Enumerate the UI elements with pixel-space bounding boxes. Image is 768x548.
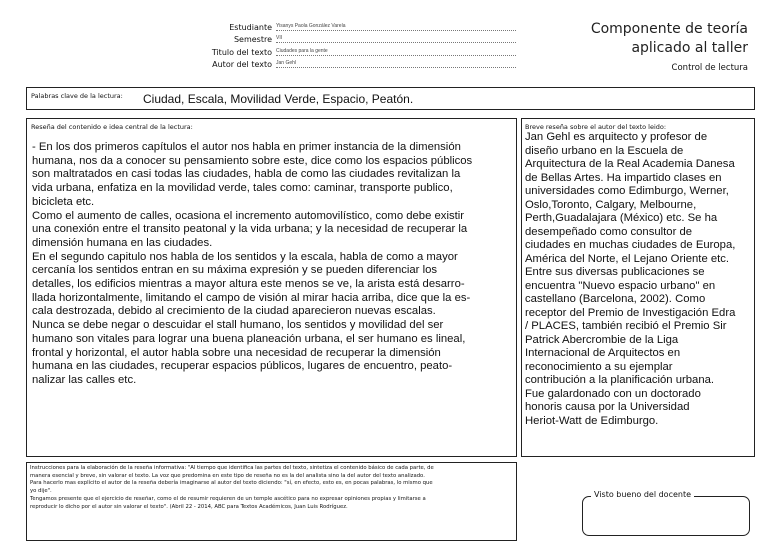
- form-title: [591, 20, 748, 73]
- keywords-label: Palabras clave de la lectura:: [31, 92, 123, 100]
- text-author-value: Jan Gehl: [276, 59, 516, 68]
- approval-box[interactable]: [582, 490, 750, 536]
- author-text: Jan Gehl es arquitecto y profesor de diseño urbano en la Escuela de Arquitectura de la Real Academia Danesa de Bellas Artes. Ha impartido clases en universidades como Edimburgo, Werner, Oslo,Toronto, Calgary, Melbourne, Perth,Guadalajara (México) etc. Se ha desempeñado como consultor de ciudades en muchas ciudades de Europa, América del Norte, el Lejano Oriente etc. Entre sus diversas publicaciones se encuentra "Nuevo espacio urbano" en castellano (Barcelona, 2002). Como receptor del Premio de Investigación Edra / PLACES, también recibió el Premio Sir Patrick Abercrombie de la Liga Internacional de Arquitectos en reconocimiento a su ejemplar contribución a la planificación urbana. Fue galardonado con un doctorado honoris causa por la Universidad Heriot-Watt de Edimburgo.: [525, 131, 736, 427]
- student-value: Yisanys Paola González Varela: [276, 22, 516, 31]
- author-box: [521, 118, 755, 457]
- text-title-value: Ciudades para la gente: [276, 47, 516, 56]
- student-label: Estudiante: [229, 23, 272, 32]
- title-line-2: aplicado al taller: [631, 40, 748, 56]
- review-label: Reseña del contenido e idea central de la lectura:: [31, 123, 193, 131]
- semester-label: Semestre: [233, 35, 272, 44]
- instructions-text: Instrucciones para la elaboración de la reseña informativa: "Al tiempo que identifica las partes del texto, sintetiza el contenido básico de cada parte, de manera esencial y breve, sin valorar el texto. La voz que predomina en este tipo de reseña no es la del analista sino la del autor del texto analizado. Para hacerlo mas explícito el autor de la reseña debería imaginarse al autor del texto diciendo: "sí, en efecto, esto es, en pocas palabras, lo mismo que yo dije". Tengamos presente que el ejercicio de reseñar, como el de resumir requieren de un temple ascético para no expresar opiniones propias y limitarse a reproducir lo dicho por el autor sin valorar el texto". (Abril 22 - 2014, ABC para Textos Académicos, Juan Luis Rodríguez.: [30, 465, 434, 510]
- keywords-value: Ciudad, Escala, Movilidad Verde, Espacio, Peatón.: [143, 92, 414, 106]
- approval-label: Visto bueno del docente: [591, 490, 694, 499]
- instructions-box: [26, 462, 517, 541]
- semester-value: VII: [276, 34, 516, 43]
- keywords-box: [26, 87, 755, 110]
- review-box: [26, 118, 517, 457]
- title-line-1: Componente de teoría: [590, 21, 748, 37]
- text-title-label: Titulo del texto: [211, 48, 272, 57]
- form-subtitle: Control de lectura: [671, 63, 748, 73]
- review-text: - En los dos primeros capítulos el autor nos habla en primer instancia de la dimensión humana, nos da a conocer su pensamiento sobre este, dice como los espacios públicos son maltratados en casi todas las ciudades, habla de como las ciudades revitalizan la vida urbana, enfatiza en la movilidad verde, tales como: caminar, transporte publico, bicicleta etc. Como el aumento de calles, ocasiona el incremento automovilístico, como debe existir una conexión entre el transito peatonal y la vida urbana; y la necesidad de recuperar la dimensión humana en las ciudades. En el segundo capitulo nos habla de los sentidos y la escala, habla de como a mayor cercanía los sentidos entran en su máxima expresión y se pueden diferenciar los detalles, los edificios mientras a mayor altura este menos se ve, la arista está desarro- llada horizontalmente, limitando el campo de visión al mirar hacia arriba, dice que la es- cala destrozada, debido al crecimiento de la ciudad aparecieron nuevas escalas. Nunca se debe negar o descuidar el stall humano, los sentidos y movilidad del ser humano son vitales para lograr una buena planeación urbana, el ser humano es lineal, frontal y horizontal, el autor habla sobre una necesidad de recuperar la dimensión humana en las ciudades, recuperar espacios públicos, lugares de encuentro, peato- nalizar las calles etc.: [32, 141, 473, 386]
- author-label: Breve reseña sobre el autor del texto leido:: [525, 123, 667, 131]
- text-author-label: Autor del texto: [212, 60, 272, 69]
